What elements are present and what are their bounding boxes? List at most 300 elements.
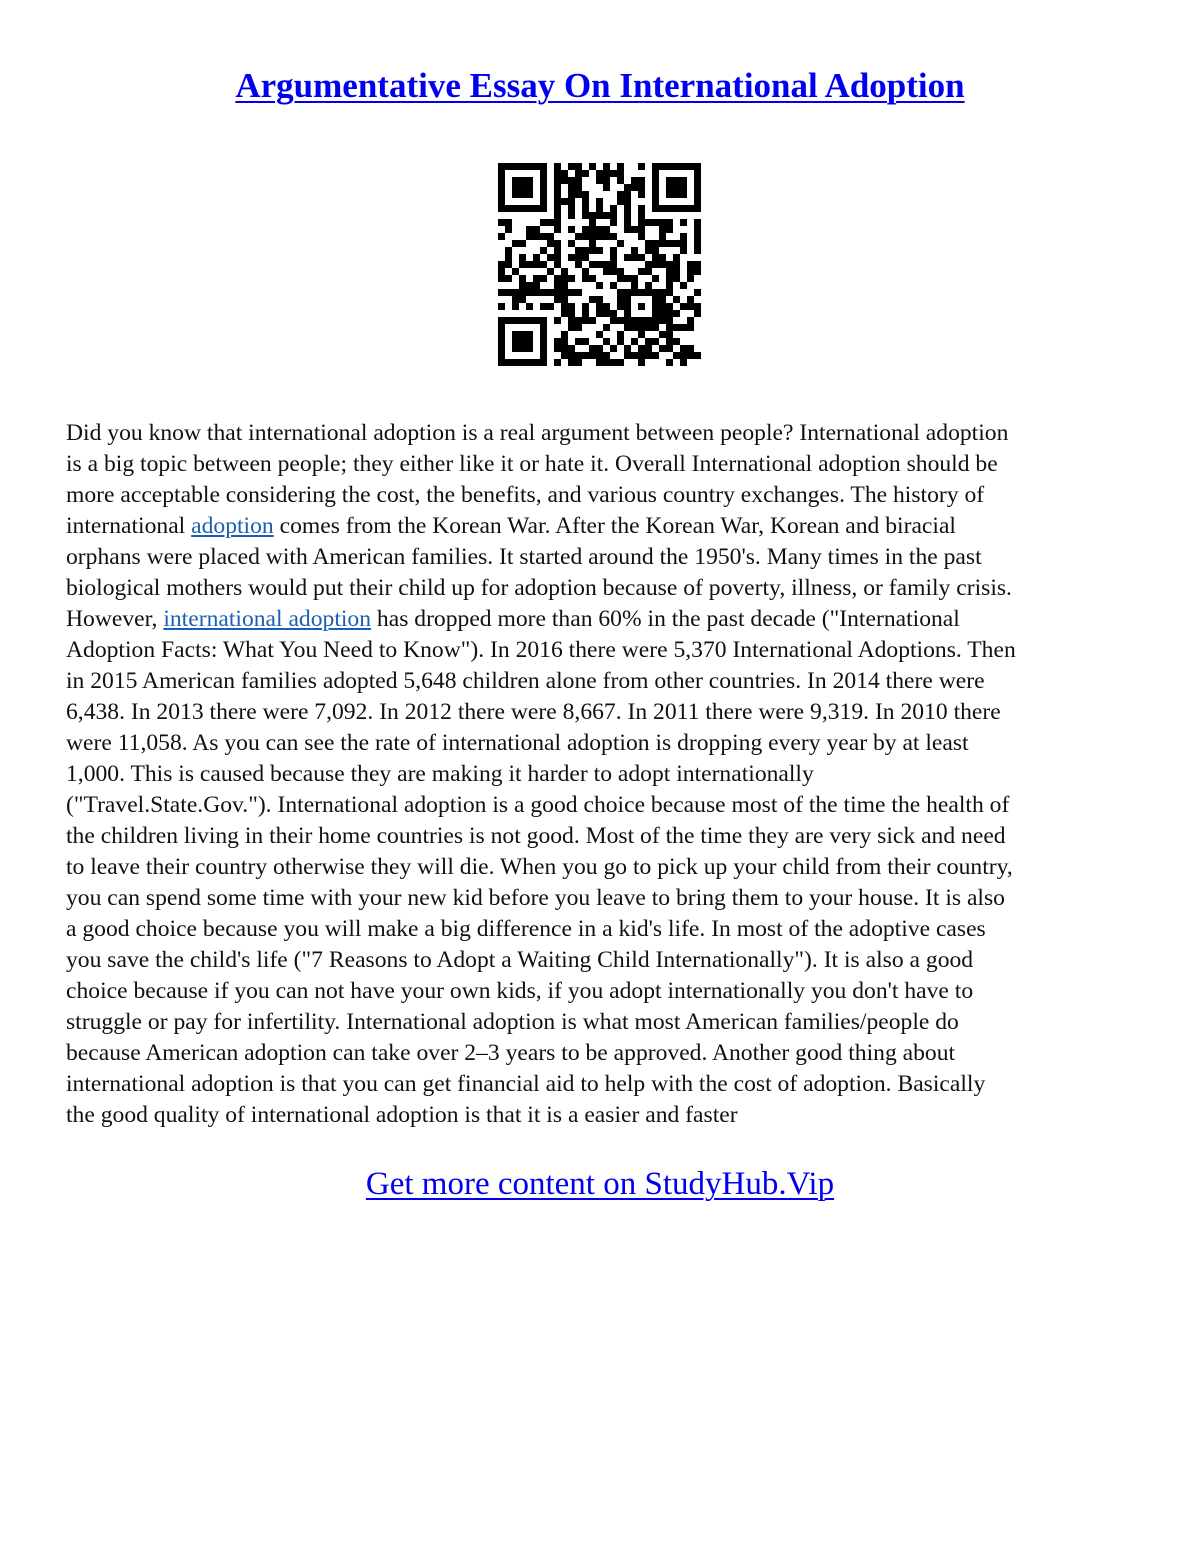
qr-module: [589, 233, 596, 240]
qr-module: [519, 177, 526, 184]
qr-module: [631, 247, 638, 254]
qr-module: [617, 296, 624, 303]
qr-module: [512, 191, 519, 198]
qr-module: [603, 170, 610, 177]
qr-module: [582, 317, 589, 324]
qr-module: [596, 198, 603, 205]
international-adoption-link[interactable]: international adoption: [163, 606, 372, 632]
qr-module: [624, 198, 631, 205]
qr-module: [526, 191, 533, 198]
qr-module: [617, 198, 624, 205]
qr-module: [533, 163, 540, 170]
qr-module: [617, 359, 624, 366]
qr-module: [519, 296, 526, 303]
qr-module: [652, 303, 659, 310]
qr-module: [568, 191, 575, 198]
qr-module: [596, 205, 603, 212]
qr-module: [533, 317, 540, 324]
qr-module: [596, 359, 603, 366]
qr-module: [561, 338, 568, 345]
qr-module: [624, 254, 631, 261]
qr-module: [603, 303, 610, 310]
qr-module: [659, 296, 666, 303]
qr-module: [561, 352, 568, 359]
qr-module: [680, 177, 687, 184]
qr-module: [673, 240, 680, 247]
qr-module: [512, 338, 519, 345]
qr-module: [610, 359, 617, 366]
qr-module: [666, 345, 673, 352]
qr-module: [582, 205, 589, 212]
qr-module: [694, 170, 701, 177]
qr-module: [652, 254, 659, 261]
qr-module: [568, 254, 575, 261]
qr-module: [659, 303, 666, 310]
qr-module: [526, 331, 533, 338]
qr-module: [652, 296, 659, 303]
qr-module: [694, 163, 701, 170]
qr-module: [568, 310, 575, 317]
qr-module: [610, 219, 617, 226]
qr-module: [519, 254, 526, 261]
qr-module: [673, 177, 680, 184]
qr-module: [666, 191, 673, 198]
qr-module: [624, 275, 631, 282]
qr-module: [575, 191, 582, 198]
qr-module: [610, 212, 617, 219]
qr-module: [498, 205, 505, 212]
essay-line: struggle or pay for infertility. International adoption is what most American families/people do: [66, 1009, 959, 1035]
qr-module: [617, 338, 624, 345]
qr-module: [547, 240, 554, 247]
qr-module: [498, 177, 505, 184]
essay-line: more acceptable considering the cost, the benefits, and various country exchanges. The history of: [66, 482, 985, 508]
qr-module: [540, 338, 547, 345]
adoption-link[interactable]: adoption: [191, 513, 274, 539]
qr-module: [575, 184, 582, 191]
qr-module: [624, 184, 631, 191]
qr-module: [554, 261, 561, 268]
qr-module: [631, 324, 638, 331]
qr-module: [519, 317, 526, 324]
qr-module: [540, 170, 547, 177]
qr-module: [498, 317, 505, 324]
qr-module: [666, 282, 673, 289]
qr-module: [617, 289, 624, 296]
qr-module: [610, 310, 617, 317]
qr-module: [638, 324, 645, 331]
qr-module: [505, 226, 512, 233]
qr-module: [582, 212, 589, 219]
qr-module: [575, 317, 582, 324]
qr-module: [694, 240, 701, 247]
qr-module: [666, 289, 673, 296]
qr-module: [505, 254, 512, 261]
qr-module: [680, 219, 687, 226]
qr-module: [596, 352, 603, 359]
qr-module: [526, 184, 533, 191]
qr-module: [512, 268, 519, 275]
qr-module: [519, 338, 526, 345]
qr-module: [596, 170, 603, 177]
qr-module: [666, 359, 673, 366]
qr-module: [694, 184, 701, 191]
qr-module: [589, 352, 596, 359]
qr-module: [638, 331, 645, 338]
qr-module: [631, 338, 638, 345]
qr-module: [568, 198, 575, 205]
qr-module: [554, 338, 561, 345]
qr-module: [694, 191, 701, 198]
qr-module: [505, 163, 512, 170]
qr-module: [687, 268, 694, 275]
qr-module: [645, 247, 652, 254]
qr-module: [610, 345, 617, 352]
essay-line: a good choice because you will make a big difference in a kid's life. In most of the adoptive cases: [66, 916, 986, 942]
qr-module: [498, 359, 505, 366]
qr-module: [638, 226, 645, 233]
qr-module: [596, 331, 603, 338]
qr-module: [547, 303, 554, 310]
qr-module: [575, 359, 582, 366]
qr-module: [512, 289, 519, 296]
qr-module: [624, 345, 631, 352]
qr-module: [638, 184, 645, 191]
qr-module: [694, 226, 701, 233]
qr-module: [659, 240, 666, 247]
qr-module: [561, 198, 568, 205]
qr-module: [568, 212, 575, 219]
qr-module: [631, 282, 638, 289]
essay-text: comes from the Korean War. After the Korean War, Korean and biracial: [273, 513, 956, 539]
qr-module: [519, 331, 526, 338]
qr-module: [624, 296, 631, 303]
qr-module: [624, 212, 631, 219]
qr-module: [547, 254, 554, 261]
qr-module: [540, 219, 547, 226]
qr-module: [666, 226, 673, 233]
essay-line: Did you know that international adoption is a real argument between people? International adoption: [66, 420, 1009, 446]
qr-module: [659, 163, 666, 170]
qr-module: [575, 324, 582, 331]
qr-module: [638, 303, 645, 310]
qr-module: [547, 233, 554, 240]
qr-module: [631, 184, 638, 191]
qr-module: [617, 191, 624, 198]
qr-module: [624, 352, 631, 359]
qr-module: [645, 261, 652, 268]
qr-module: [575, 254, 582, 261]
qr-module: [540, 198, 547, 205]
qr-module: [589, 226, 596, 233]
essay-text: has dropped more than 60% in the past decade ("International: [371, 606, 960, 632]
qr-module: [673, 310, 680, 317]
qr-module: [540, 177, 547, 184]
qr-module: [519, 359, 526, 366]
qr-module: [547, 289, 554, 296]
qr-module: [533, 289, 540, 296]
qr-module: [610, 247, 617, 254]
qr-module: [540, 205, 547, 212]
qr-module: [596, 261, 603, 268]
qr-module: [568, 352, 575, 359]
qr-module: [582, 254, 589, 261]
qr-module: [589, 275, 596, 282]
qr-module: [596, 212, 603, 219]
qr-module: [505, 317, 512, 324]
qr-module: [533, 254, 540, 261]
qr-module: [526, 338, 533, 345]
qr-module: [645, 352, 652, 359]
qr-module: [666, 184, 673, 191]
qr-module: [582, 198, 589, 205]
qr-module: [603, 226, 610, 233]
qr-module: [680, 205, 687, 212]
essay-line: to leave their country otherwise they will die. When you go to pick up your child from their country,: [66, 854, 1013, 880]
qr-module: [603, 163, 610, 170]
qr-module: [498, 345, 505, 352]
qr-module: [673, 191, 680, 198]
essay-line: [66, 511, 1138, 542]
qr-module: [561, 310, 568, 317]
qr-module: [498, 219, 505, 226]
qr-module: [505, 275, 512, 282]
qr-module: [638, 289, 645, 296]
essay-line: choice because if you can not have your own kids, if you adopt internationally you don't have to: [66, 978, 974, 1004]
qr-module: [694, 268, 701, 275]
qr-module: [582, 352, 589, 359]
qr-module: [603, 184, 610, 191]
qr-module: [638, 233, 645, 240]
qr-module: [680, 345, 687, 352]
qr-module: [512, 205, 519, 212]
qr-module: [694, 247, 701, 254]
qr-module: [554, 184, 561, 191]
qr-module: [617, 331, 624, 338]
qr-module: [638, 177, 645, 184]
qr-module: [512, 163, 519, 170]
qr-module: [554, 205, 561, 212]
qr-module: [596, 177, 603, 184]
qr-module: [498, 352, 505, 359]
qr-module: [540, 247, 547, 254]
qr-module: [680, 247, 687, 254]
qr-module: [498, 338, 505, 345]
qr-module: [589, 247, 596, 254]
qr-module: [554, 289, 561, 296]
qr-module: [554, 254, 561, 261]
qr-module: [603, 310, 610, 317]
qr-module: [526, 261, 533, 268]
qr-module: [554, 317, 561, 324]
qr-module: [652, 163, 659, 170]
qr-module: [540, 233, 547, 240]
qr-module: [554, 359, 561, 366]
qr-module: [596, 310, 603, 317]
qr-module: [512, 317, 519, 324]
qr-module: [645, 324, 652, 331]
qr-module: [519, 163, 526, 170]
qr-module: [652, 198, 659, 205]
qr-module: [694, 198, 701, 205]
qr-module: [610, 205, 617, 212]
qr-module: [652, 324, 659, 331]
qr-module: [575, 289, 582, 296]
essay-line: you can spend some time with your new kid before you leave to bring them to your house. It is also: [66, 885, 1005, 911]
qr-module: [533, 282, 540, 289]
qr-module: [589, 261, 596, 268]
qr-module: [673, 268, 680, 275]
qr-module: [694, 219, 701, 226]
qr-module: [659, 205, 666, 212]
qr-module: [582, 338, 589, 345]
qr-module: [680, 359, 687, 366]
qr-module: [638, 191, 645, 198]
qr-module: [687, 205, 694, 212]
qr-module: [680, 163, 687, 170]
qr-module: [505, 289, 512, 296]
qr-module: [575, 338, 582, 345]
qr-module: [512, 177, 519, 184]
qr-module: [603, 212, 610, 219]
qr-module: [659, 289, 666, 296]
qr-module: [596, 247, 603, 254]
qr-module: [652, 205, 659, 212]
qr-module: [596, 345, 603, 352]
qr-module: [498, 184, 505, 191]
qr-module: [512, 184, 519, 191]
qr-module: [673, 254, 680, 261]
qr-module: [554, 226, 561, 233]
qr-module: [519, 289, 526, 296]
qr-module: [526, 303, 533, 310]
qr-module: [561, 282, 568, 289]
qr-module: [526, 345, 533, 352]
qr-module: [589, 240, 596, 247]
qr-module: [568, 177, 575, 184]
essay-line: is a big topic between people; they either like it or hate it. Overall International adoption should be: [66, 451, 998, 477]
essay-line: the good quality of international adoption is that it is a easier and faster: [66, 1102, 738, 1128]
qr-module: [540, 352, 547, 359]
qr-module: [575, 233, 582, 240]
qr-module: [680, 191, 687, 198]
qr-module: [666, 205, 673, 212]
qr-module: [659, 310, 666, 317]
qr-module: [498, 191, 505, 198]
qr-module: [666, 310, 673, 317]
qr-module: [638, 205, 645, 212]
qr-module: [561, 345, 568, 352]
qr-module: [526, 282, 533, 289]
qr-module: [554, 345, 561, 352]
qr-module: [659, 331, 666, 338]
qr-module: [680, 303, 687, 310]
qr-module: [631, 317, 638, 324]
qr-module: [624, 226, 631, 233]
qr-module: [687, 261, 694, 268]
qr-module: [652, 352, 659, 359]
qr-module: [624, 205, 631, 212]
qr-module: [505, 261, 512, 268]
qr-module: [659, 261, 666, 268]
qr-module: [561, 331, 568, 338]
qr-module: [687, 324, 694, 331]
qr-module: [666, 317, 673, 324]
qr-module: [659, 233, 666, 240]
qr-module: [687, 352, 694, 359]
qr-module: [540, 303, 547, 310]
qr-module: [645, 268, 652, 275]
qr-module: [526, 359, 533, 366]
qr-module: [540, 184, 547, 191]
qr-module: [694, 233, 701, 240]
qr-module: [505, 205, 512, 212]
qr-module: [498, 233, 505, 240]
qr-module: [526, 226, 533, 233]
qr-module: [673, 352, 680, 359]
qr-module: [603, 352, 610, 359]
qr-module: [617, 177, 624, 184]
qr-module: [498, 324, 505, 331]
qr-module: [526, 289, 533, 296]
qr-module: [533, 359, 540, 366]
qr-module: [652, 310, 659, 317]
qr-module: [652, 170, 659, 177]
qr-module: [554, 275, 561, 282]
qr-module: [666, 275, 673, 282]
qr-module: [603, 177, 610, 184]
qr-module: [617, 317, 624, 324]
qr-module: [694, 205, 701, 212]
qr-module: [589, 317, 596, 324]
qr-module: [568, 163, 575, 170]
qr-module: [554, 177, 561, 184]
qr-module: [666, 261, 673, 268]
qr-module: [652, 240, 659, 247]
qr-module: [680, 184, 687, 191]
studyhub-link[interactable]: Get more content on StudyHub.Vip: [365, 1166, 835, 1202]
title-link[interactable]: Argumentative Essay On International Adoption: [235, 66, 965, 105]
essay-line: [66, 604, 1138, 635]
qr-module: [610, 170, 617, 177]
qr-module: [505, 359, 512, 366]
qr-module: [519, 205, 526, 212]
qr-module: [624, 289, 631, 296]
qr-module: [645, 289, 652, 296]
qr-code-icon: [498, 163, 701, 366]
qr-module: [519, 282, 526, 289]
qr-module: [554, 191, 561, 198]
essay-line: the children living in their home countries is not good. Most of the time they are very sick and need: [66, 823, 1006, 849]
qr-module: [498, 170, 505, 177]
essay-line: you save the child's life ("7 Reasons to Adopt a Waiting Child Internationally"). It is also a good: [66, 947, 974, 973]
qr-module: [582, 268, 589, 275]
qr-module: [645, 240, 652, 247]
qr-module: [645, 317, 652, 324]
qr-module: [533, 261, 540, 268]
qr-module: [526, 163, 533, 170]
qr-module: [568, 205, 575, 212]
qr-module: [659, 345, 666, 352]
qr-module: [673, 261, 680, 268]
qr-module: [680, 233, 687, 240]
qr-module: [512, 296, 519, 303]
qr-module: [631, 177, 638, 184]
qr-module: [638, 268, 645, 275]
qr-module: [575, 163, 582, 170]
essay-line: Adoption Facts: What You Need to Know"). In 2016 there were 5,370 International Adoptions. Then: [66, 637, 1016, 663]
qr-module: [638, 254, 645, 261]
